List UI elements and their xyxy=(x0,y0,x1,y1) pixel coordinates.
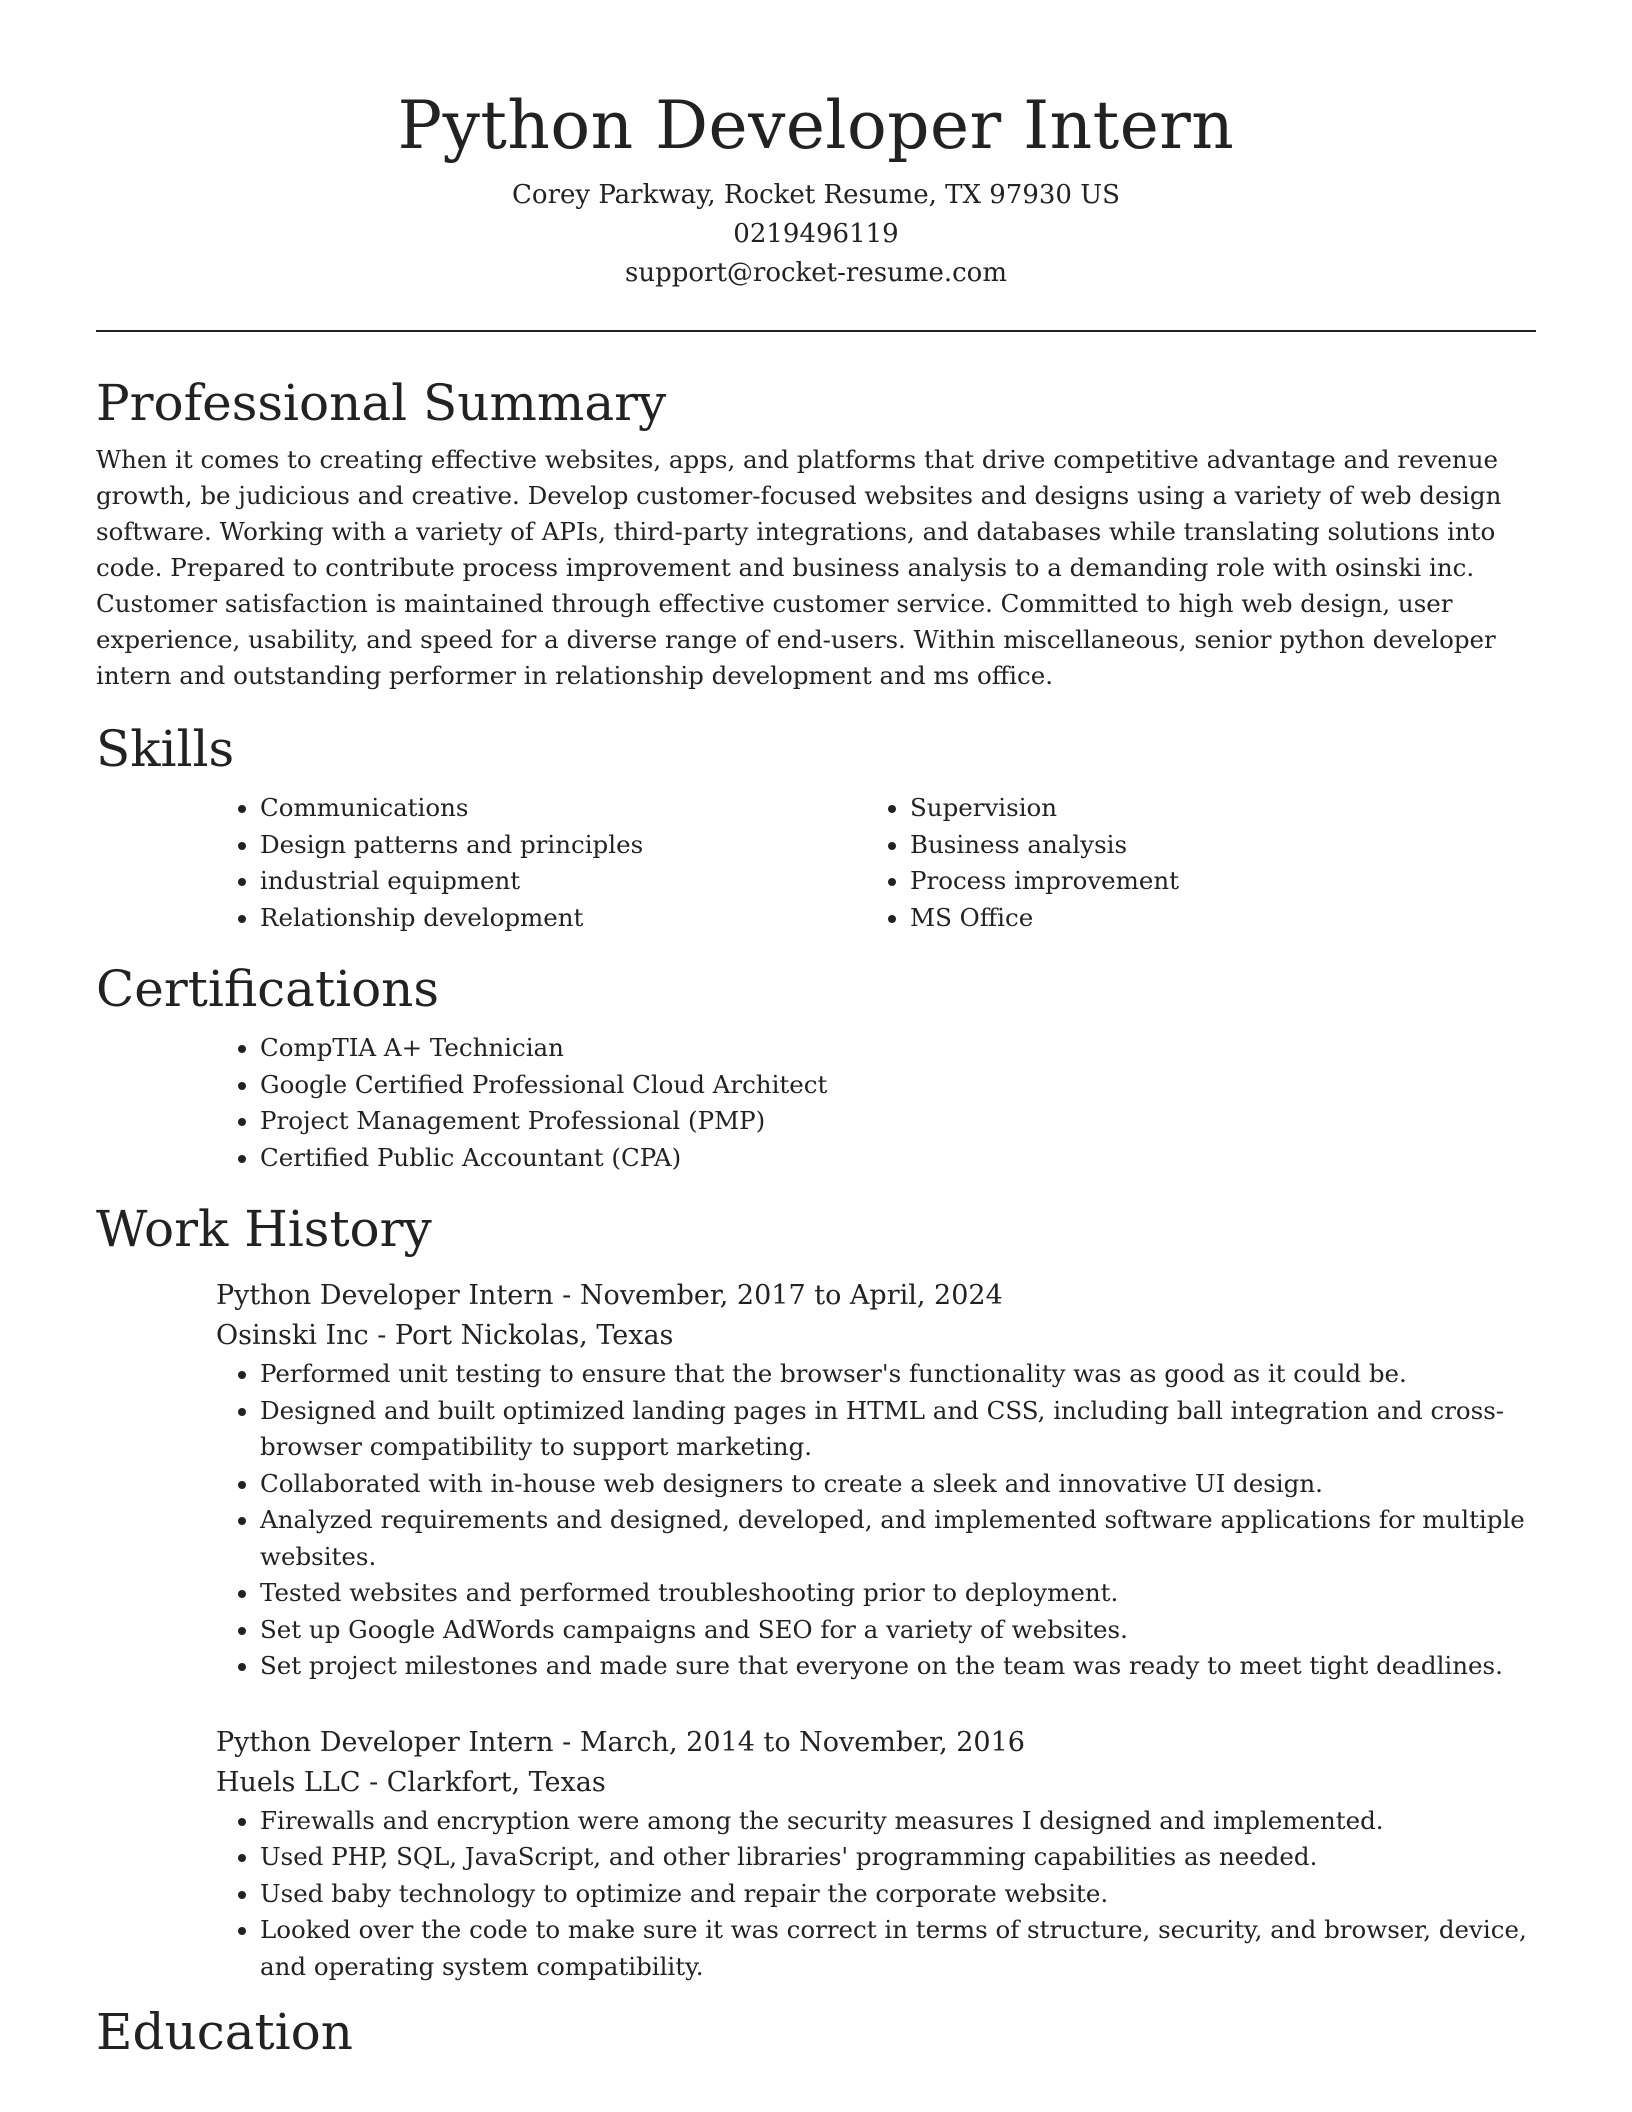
certification-item: • Certified Public Accountant (CPA) xyxy=(260,1140,1536,1177)
job-duty-item: • Set up Google AdWords campaigns and SEO for a variety of websites. xyxy=(260,1612,1536,1649)
resume-page xyxy=(96,0,1536,2063)
education-heading: Education xyxy=(96,2003,353,2061)
email-link[interactable]: support@rocket-resume.com xyxy=(624,258,1007,288)
job-duty-item: • Collaborated with in-house web designers to create a sleek and innovative UI design. xyxy=(260,1466,1536,1503)
skill-item: • Relationship development xyxy=(260,900,866,937)
certifications-list xyxy=(216,1030,1536,1176)
job-duty-item: • Set project milestones and made sure that everyone on the team was ready to meet tight deadlines. xyxy=(260,1648,1536,1685)
skills-column-right xyxy=(866,790,1516,936)
contact-info xyxy=(96,176,1536,293)
skill-item: • Process improvement xyxy=(910,863,1516,900)
address-text: Corey Parkway, Rocket Resume, TX 97930 US xyxy=(512,180,1120,210)
skill-item: • Supervision xyxy=(910,790,1516,827)
certification-item: • CompTIA A+ Technician xyxy=(260,1030,1536,1067)
job-duty-item: • Analyzed requirements and designed, developed, and implemented software applications for multiple websites. xyxy=(260,1502,1536,1575)
job-entry xyxy=(216,1276,1536,1685)
certification-item: • Google Certified Professional Cloud Architect xyxy=(260,1067,1536,1104)
skill-item: • MS Office xyxy=(910,900,1516,937)
certification-item: • Project Management Professional (PMP) xyxy=(260,1103,1536,1140)
summary-text: When it comes to creating effective websites, apps, and platforms that drive competitive advantage and revenue growth, be judicious and creative. Develop customer-focused websites and designs using a variety of web design software. Working with a variety of APIs, third-party integrations, and databases while translating solutions into code. Prepared to contribute process improvement and business analysis to a demanding role with osinski inc. Customer satisfaction is maintained through effective customer service. Committed to high web design, user experience, usability, and speed for a diverse range of end-users. Within miscellaneous, senior python developer intern and outstanding performer in relationship development and ms office. xyxy=(96,445,1502,690)
candidate-title: Python Developer Intern xyxy=(397,87,1235,164)
phone-text: 0219496119 xyxy=(733,219,899,249)
job-duty-item: • Used PHP, SQL, JavaScript, and other libraries' programming capabilities as needed. xyxy=(260,1839,1536,1876)
summary-heading: Professional Summary xyxy=(96,374,667,432)
skill-item: • Business analysis xyxy=(910,827,1516,864)
job-duties-list xyxy=(216,1803,1536,1986)
certifications-heading: Certifications xyxy=(96,960,440,1018)
job-duty-item: • Designed and built optimized landing pages in HTML and CSS, including ball integration and cross-browser compatibility to support marketing. xyxy=(260,1393,1536,1466)
job-duties-list xyxy=(216,1356,1536,1685)
job-duty-item: • Looked over the code to make sure it was correct in terms of structure, security, and browser, device, and operating system compatibility. xyxy=(260,1912,1536,1985)
job-company-location: Huels LLC - Clarkfort, Texas xyxy=(216,1766,606,1798)
work-history-heading: Work History xyxy=(96,1200,432,1258)
job-duty-item: • Performed unit testing to ensure that the browser's functionality was as good as it could be. xyxy=(260,1356,1536,1393)
skill-item: • industrial equipment xyxy=(260,863,866,900)
job-entry xyxy=(216,1723,1536,1986)
skill-item: • Communications xyxy=(260,790,866,827)
skills-column-left xyxy=(216,790,866,936)
job-role-dates: Python Developer Intern - November, 2017 to April, 2024 xyxy=(216,1280,1003,1311)
job-company-location: Osinski Inc - Port Nickolas, Texas xyxy=(216,1320,674,1351)
skill-item: • Design patterns and principles xyxy=(260,827,866,864)
job-duty-item: • Used baby technology to optimize and repair the corporate website. xyxy=(260,1876,1536,1913)
skills-heading: Skills xyxy=(96,720,235,778)
skills-list xyxy=(216,790,1536,936)
job-role-dates: Python Developer Intern - March, 2014 to November, 2016 xyxy=(216,1726,1025,1758)
job-duty-item: • Tested websites and performed troubleshooting prior to deployment. xyxy=(260,1575,1536,1612)
resume-header xyxy=(96,0,1536,293)
job-duty-item: • Firewalls and encryption were among the security measures I designed and implemented. xyxy=(260,1803,1536,1840)
header-divider xyxy=(96,330,1536,332)
